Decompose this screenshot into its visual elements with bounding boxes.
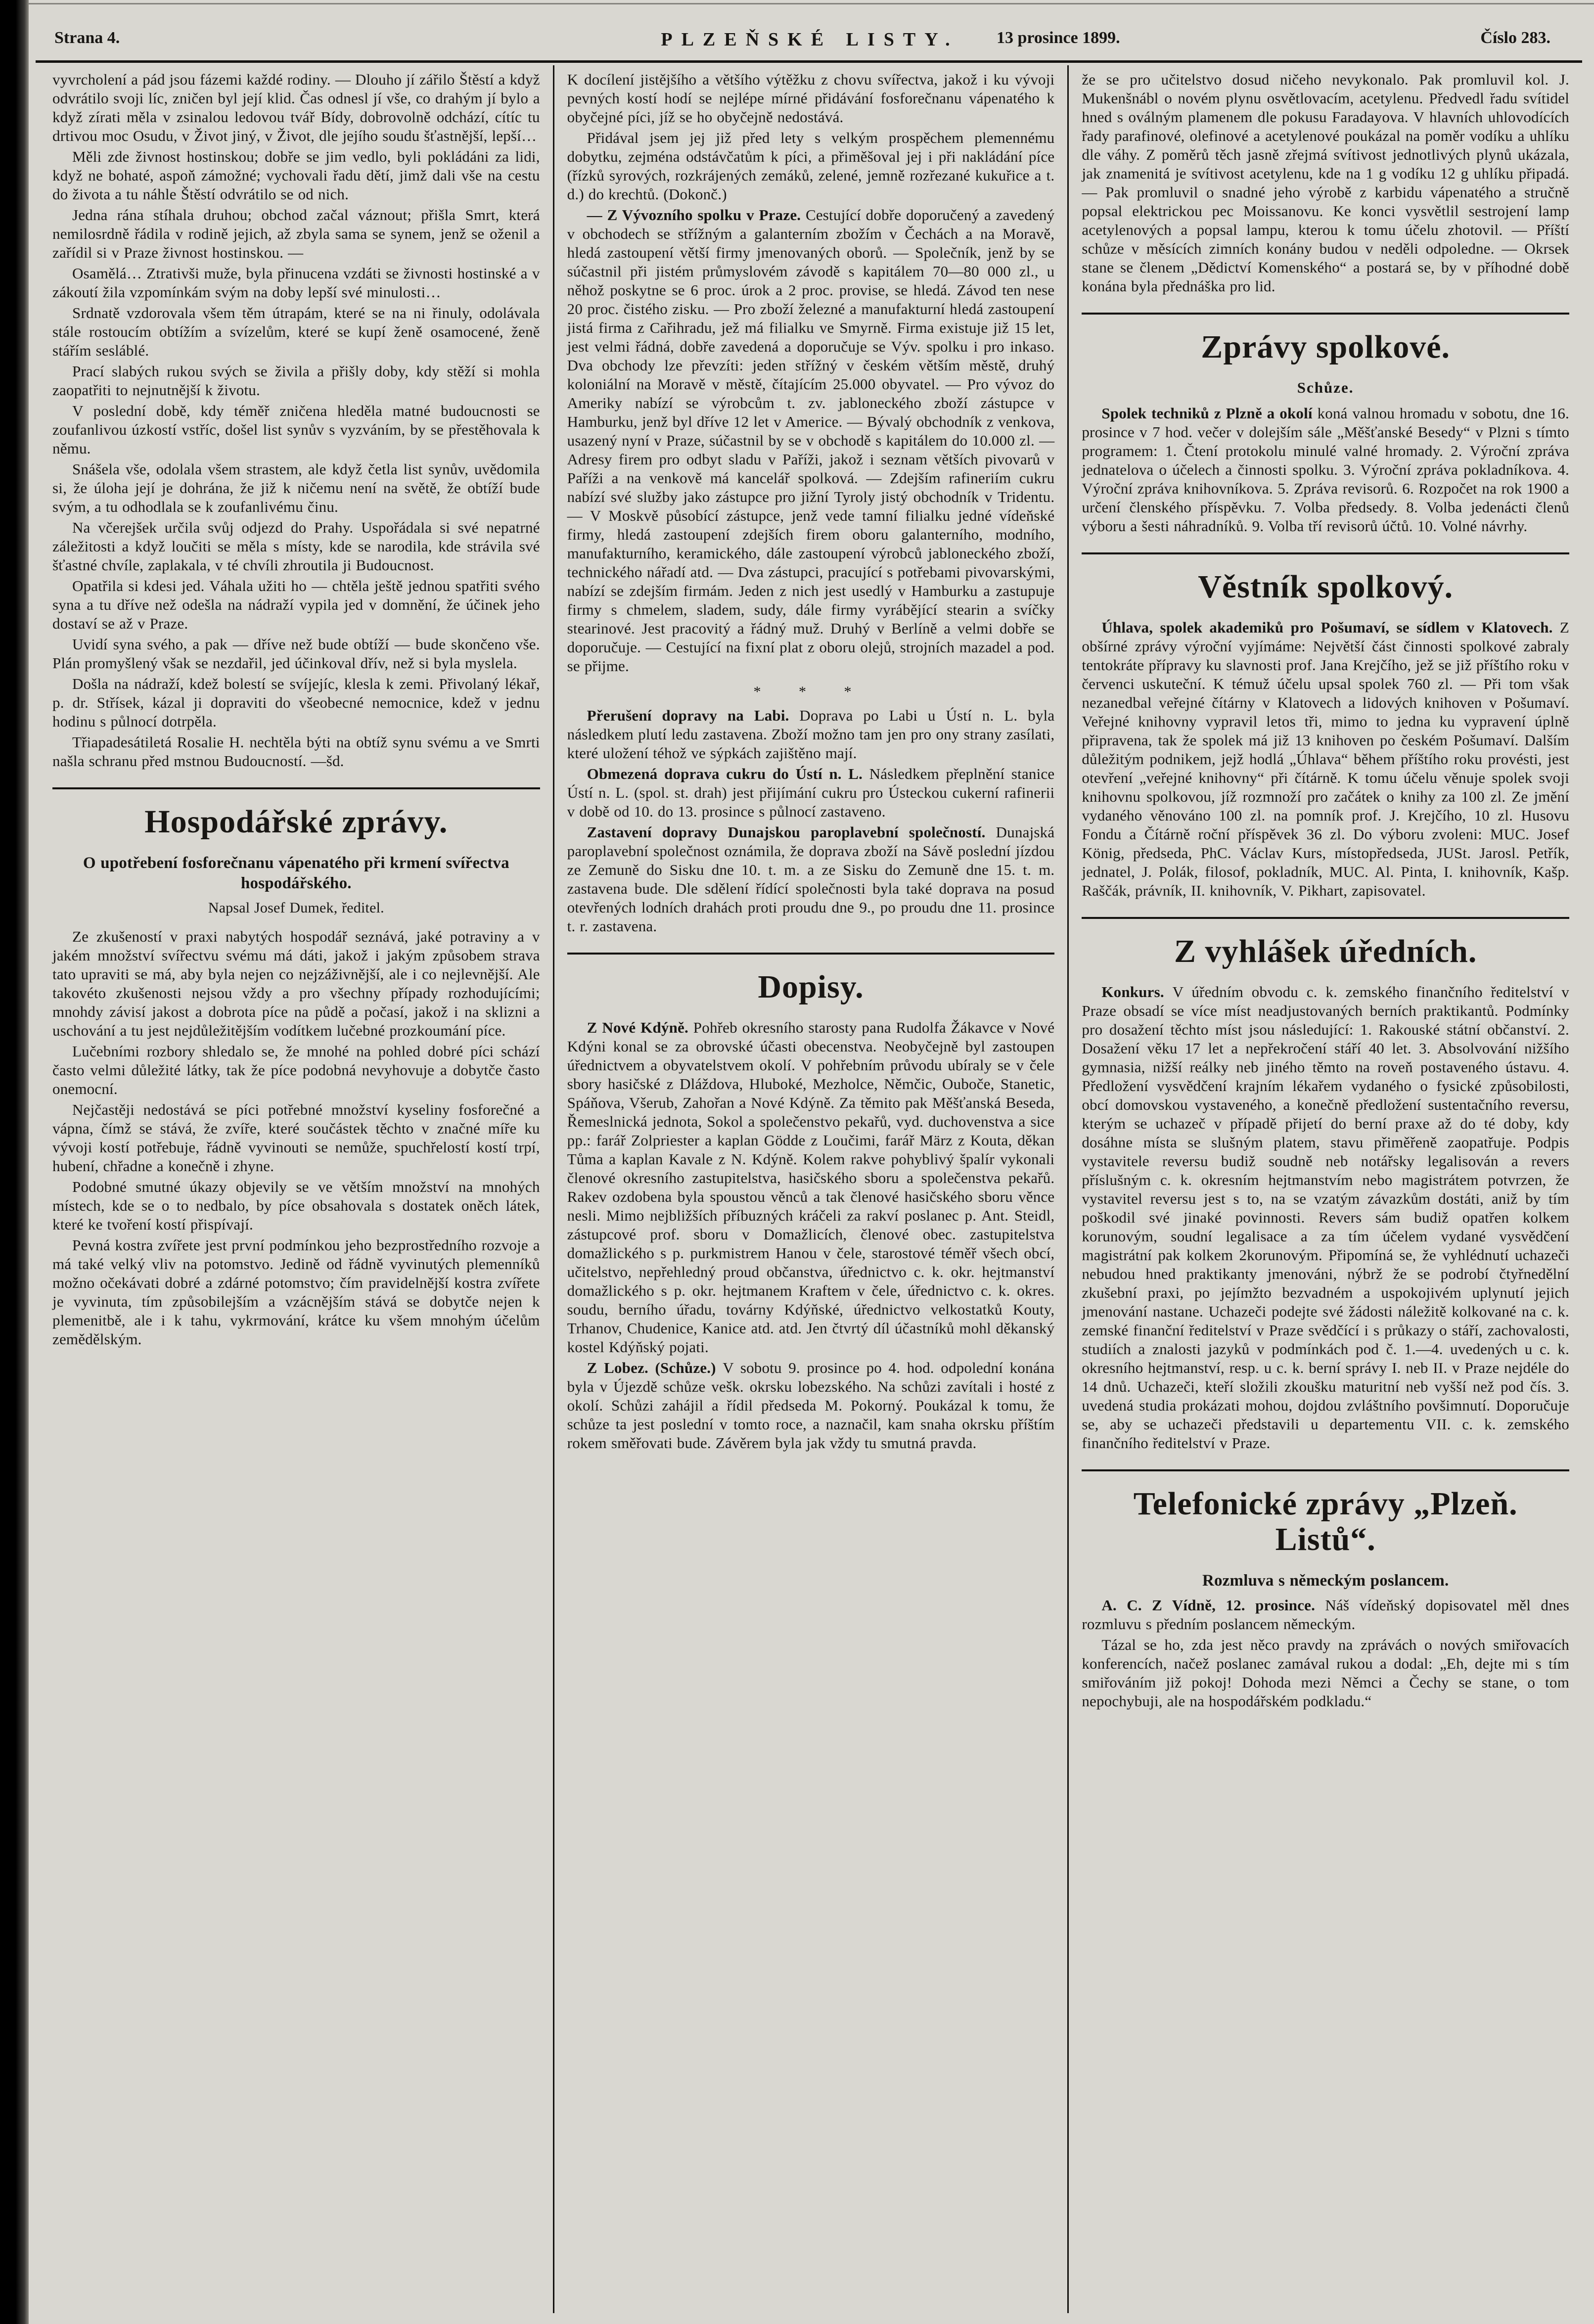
section-heading-telefonicke-zpravy: Telefonické zprávy „Plzeň. Listů“.: [1133, 1485, 1518, 1558]
article-paragraph: Lučebními rozbory shledalo se, že mnohé na pohled dobré píci schází často velmi důležité látky, tak že píce podobná nevyhovuje a dobytče často onemocní.: [52, 1043, 540, 1098]
binding-shadow: [0, 0, 29, 2324]
story-paragraph: Uvidí syna svého, a pak — dříve než bude obtíží — bude skončeno vše. Plán promyšlený však se nezdařil, jed účinkoval dřív, než si byla myslela.: [52, 636, 540, 672]
story-paragraph: V poslední době, kdy téměř zničena hleděla matné budoucnosti se zoufanlivou úzkostí vstříc, došel list synův s vyzváním, by se přestěhovala k němu.: [52, 402, 540, 457]
column-2: [553, 65, 1068, 2313]
article-paragraph: Pevná kostra zvířete jest první podmínkou jeho bezprostředního rozvoje a má také velký vliv na potomstvo. Jedině od řádně vyvinutých plemenníků možno očekávati dobré a zdárné potomstvo; čím pravidelnější kostra zvířete je vyvinuta, tím způsobilejším a vzácnějším stává se dobytče nejen k plemenitbě, ale i k tahu, vykrmování, krátce ku všem mnohým účelům zemědělským.: [52, 1236, 540, 1348]
divider-rule: [1082, 1469, 1569, 1471]
section-heading-z-vyhlasek-urednich: Z vyhlášek úředních.: [1174, 933, 1477, 969]
club-notice: Úhlava, spolek akademiků pro Pošumaví, se sídlem v Klatovech. Z obšírné zprávy výroční vyjímáme: Největší část činnosti spolkové zabraly tentokráte přípravy ku slavnosti prof. Jana Krejčího, jež se již příštího roku v červenci uskuteční. K témuž účelu upsal spolek 760 zl. — Při tom však nezanedbal veřejné čítárny v Klatovech a lidových knihoven v Pošumaví. Veřejné knihovny vypravil letos tři, mimo to jedna ku vypravení úplně připravena, tak že spolek má již 13 knihoven po českém Pošumaví. Dalším důležitým podnikem, jejž hodlá „Úhlava“ během příštího roku provésti, jest otevření „veřejné knihovny“ při čítárně. K tomu účelu věnuje spolek svoji knihovnu spolkovou, jíž rozmnoží pro začátek o knihy za 100 zl. Ze jmění vydaného věnováno 100 zl. na pomník prof. J. Krejčího, 10 zl. Husovu Fondu a Čítárně roční příspěvek 36 zl. Do výboru zvoleni: MUC. Josef König, předseda, PhC. Václav Kurs, místopředseda, JUSt. Jarosl. Petřík, jednatel, J. Polák, filosof, pokladník, MUC. Al. Pinta, I. knihovník, Kašp. Raščák, právník, II. knihovník, V. Pikhart, zapisovatel.: [1082, 618, 1570, 899]
story-paragraph: Opatřila si kdesi jed. Váhala užiti ho — chtěla ještě jednou spatřiti svého syna a tu dříve než odešla na nádraží vypila jed v domnění, že účinek jeho dostaví se až v Praze.: [52, 577, 540, 632]
letter-item: Z Nové Kdýně. Pohřeb okresního starosty pana Rudolfa Žákavce v Nové Kdýni konal se za obrovské účasti obecenstva. Neobyčejně byl zastoupen úřednictvem a obyvatelstvem okolí. V pohřebním průvodu ubíraly se v čele sbory hasičské z Dláždova, Hluboké, Mezholce, Němčic, Ouboče, Stanetic, Spáňova, Všerub, Zahořan a Nové Kdýně. Za těmito pak Měšťanská Beseda, Řemeslnická jednota, Sokol a společenstvo pekařů, vyd. duchovenstva a sice pp.: farář Zolpriester a kaplan Gödde z Loučimi, farář März z Kouta, děkan Tůma a kaplan Kavale z N. Kdýně. Kolem rakve pohyblivý špalír vykonali členové okresního zastupitelstva, hasičského sboru a společenstva pekařů. Rakev ozdobena byla spoustou věnců a tak členové hasičského sboru věnce nesli. Mimo nejbližších příbuzných kráčeli za rakví poslanec p. Ant. Steidl, zástupcové prof. sboru v Domažlicích, členové obec. zastupitelstva domažlického s p. purkmistrem Hanou v čele, starostové téměř všech obcí, učitelstvo, nepřehledný proud občanstva, úřednictvo c. k. okr. hejtmanství domažlického s p. okr. hejtmanem Kraftem v čele, úřednictvo c. k. okres. soudu, berního úřadu, továrny Kdýňské, úřednictvo velkostatků Kouty, Trhanov, Chudenice, Kanice atd. atd. Jen čtvrtý díl účastníků mohl děkanský kostel Kdýňský pojati.: [567, 1018, 1055, 1356]
telegram-item: Tázal se ho, zda jest něco pravdy na zprávách o nových smiřovacích konferencích, načež poslanec zamával rukou a dodal: „Eh, dejte mi s tím smiřováním již pokoj! Dohoda mezi Němci a Čechy se stane, o tom nepochybuji, ale na hospodářském podkladu.“: [1082, 1636, 1570, 1710]
letter-item: Z Lobez. (Schůze.) V sobotu 9. prosince po 4. hod. odpolední konána byla v Újezdě schůze vešk. okrsku lobezského. Na schůzi zavítali i hosté z okolí. Schůzi zahájil a řídil předseda M. Pokorný. Poukázal k tomu, že schůze ta jest poslední v tomto roce, a naznačil, kam snaha okrsku příštím rokem směřovati bude. Závěrem byla jak vždy tu smutná pravda.: [567, 1359, 1055, 1452]
news-item: — Z Vývozního spolku v Praze. Cestující dobře doporučený a zavedený v obchodech se střížným a galanterním zbožím v Čechách a na Moravě, hledá zastoupení větší firmy jmenovaných oborů. — Společník, jenž by se súčastnil při jistém průmyslovém závodě s kapitálem 70—80 000 zl., u něhož poskytne se 6 proc. úrok a 2 proc. provise, se hledá. Závod ten nese 20 proc. čistého zisku. — Pro zboží železné a manufakturní hledá zastoupení jistá firma z Cařihradu, jež má filialku ve Smyrně. Firma existuje již 15 let, jest velmi řádná, dobře zavedená a doporučuje se Výv. spolku i pro inkaso. Dva obchody lze převzíti: jeden střížný v českém větším městě, druhý koloniální na Moravě v městě, čítajícím 25.000 obyvatel. — Pro vývoz do Ameriky nabízí se výrobcům t. zv. jabloneckého zboží zástupce v Hamburku, jenž byl dříve 12 let v Americe. — Bývalý obchodník z venkova, usazený nyní v Praze, súčastnil by se v obchodě s kapitálem do 10.000 zl. — Adresy firem pro odbyt sladu v Paříži, jakož i seznam větších pivovarů v Paříži a na venkově má kancelář spolková. — Zdejším rafineriím cukru nabízí své služby jako zástupce pro jižní Tyroly jistý obchodník v Tridentu. — V Moskvě působící zástupce, jenž vede tamní filialku jedné vídeňské firmy, hledá zastoupení zdejších firem oboru galanterního, modního, manufakturního, keramického, dále zastoupení výrobců jabloneckého zboží, technického nářadí atd. — Dva zástupci, pracující s potřebami pivovarskými, nabízí se zdejším firmám. Jeden z nich jest usedlý v Hamburku a zastupuje firmy s chmelem, sladem, sudy, dále firmy vyrábějící stearin a svíčky stearinové. Jest pracovitý a řádný muž. Druhý v Berlíně a velmi dobře se doporučuje. — Cestující na fixní plat z oboru olejů, strojních mazadel a pod. se přijme.: [567, 206, 1055, 675]
article-paragraph: K docílení jistějšího a většího výtěžku z chovu svířectva, jakož i ku vývoji pevných kostí hodí se nejlépe mírné přidávání fosforečnanu vápenatého k obyčejné píci, jíž se ho obyčejně nedostává.: [567, 71, 1055, 126]
story-paragraph: Měli zde živnost hostinskou; dobře se jim vedlo, byli pokládáni za lidi, když ne bohaté, aspoň zámožné; vychovali řadu dětí, jimž dali vše na cestu do života a tu náhle Štěstí odvrátilo se od nich.: [52, 148, 540, 203]
section-subheading: Schůze.: [1297, 378, 1354, 396]
story-paragraph: Na včerejšek určila svůj odjezd do Prahy. Uspořádala si své nepatrné záležitosti a když loučiti se měla s místy, kde se narodila, kde strávila své šťastné chvíle, zaplakala, v té chvíli zhroutila ji Budoucnost.: [52, 519, 540, 574]
article-paragraph: Nejčastěji nedostává se píci potřebné množství kyseliny fosforečné a vápna, čímž se stává, že zvíře, které součástek těchto v značné míře ku vývoji kostí potřebuje, řádně vyvinouti se nemůže, spuchřelostí kostí trpí, hubení, chřadne a konečně i zhyne.: [52, 1101, 540, 1175]
section-heading-dopisy: Dopisy.: [758, 969, 864, 1005]
article-paragraph: Ze zkušeností v praxi nabytých hospodář seznává, jaké potraviny a v jakém množství svířectvu svému má dáti, jakož i jakým způsobem strava tato upraviti se má, aby byla nejen co nejzáživnější, ale i co nejlevnější. Ale takovéto zkušenosti nejsou vždy a pro všechny případy rozhodujícími; mnohdy závisí jakost a dobrota píce na půdě a počasí, jakož i na sklizni a uschování a tu jest nejdůležitějším vodítkem lučebné prozkoumání píce.: [52, 928, 540, 1040]
story-paragraph: Osamělá… Ztrativši muže, byla přinucena vzdáti se živnosti hostinské a v zákoutí žila vzpomínkám svým na doby lepší své minulosti…: [52, 265, 540, 301]
story-paragraph: Srdnatě vzdorovala všem těm útrapám, které se na ni řinuly, odolávala stále rostoucím obtížím a svízelům, které se kupí ženě osamocené, ženě stářím sesláblé.: [52, 304, 540, 359]
column-1: [40, 65, 553, 2313]
club-notice: Spolek techniků z Plzně a okolí koná valnou hromadu v sobotu, dne 16. prosince v 7 hod. večer v dolejším sále „Měšťanské Besedy“ v Plzni s tímto programem: 1. Čtení protokolu minulé valné hromady. 2. Výroční zpráva jednatelova o účelech a činnosti spolku. 3. Výroční zpráva pokladníkova. 4. Výroční zpráva knihovníkova. 5. Zpráva revisorů. 6. Rozpočet na rok 1900 a určení členského příspěvku. 7. Volba předsedy. 8. Volba jedenácti členů výboru a šesti náhradníků. 9. Volba tří revisorů účtů. 10. Volné návrhy.: [1082, 405, 1570, 535]
article-paragraph: že se pro učitelstvo dosud ničeho nevykonalo. Pak promluvil kol. J. Mukenšnábl o novém plynu osvětlovacím, acetylenu. Předvedl řadu svítidel hned s oválným plamenem dle pokusu Faradayova. V hlavních uhlovodících řady parafinové, olefinové a acetylenové poukázal na poměr vodíku a uhlíku dle váhy. Z poměrů těch jasně zřejmá svítivost jednotlivých plynů ukázala, jak znamenitá je svítivost acetylenu, kde na 1 g vodíku 12 g uhlíku připadá. — Pak promluvil o snadné jeho výrobě z karbidu vápenatého a stručně popsal elektrickou pec Moissanovu. Ke konci vysvětlil sestrojení lamp acetylenových a popsal lampu, kterou k tomu účelu zhotovil. — Příští schůze v měsících zimních konány budou v neděli odpoledne. — Okrsek stane se členem „Dědictví Komenského“ a postará se, by v příhodné době konána byla přednáška pro lid.: [1082, 71, 1570, 295]
official-notice: Konkurs. V úředním obvodu c. k. zemského finančního ředitelství v Praze obsadí se více míst neadjustovaných berních praktikantů. Podmínky pro dosažení těchto míst jsou následující: 1. Rakouské státní občanství. 2. Dosažení věku 17 let a nepřekročení stáří 40 let. 3. Absolvování nižšího gymnasia, nižší reálky neb jiného těmto na roveň postaveného ústavu. 4. Předložení vysvědčení krajním lékařem vydaného o fysické způsobilosti, obcí domovskou vystaveného, a konečně předložení sustentačního reversu, kterým se uchazeč v případě přijetí do berní praxe až do té doby, kdy dosáhne místa se slušným platem, stavu přiměřeně zaopatřuje. Podpis vystavitele reversu budiž soudně neb notářsky legalisován a revers příslušným c. k. okresním hejtmanstvím nebo magistrátem potvrzen, že vystavitel reversu jest s to, na se vzatým závazkům dostáti, aniž by tím poškodil své jinaké povinnosti. Revers sám budiž opatřen kolkem korunovým, soudní legalisace a za tím účelem vydané vysvědčení magistrátní pak kolkem 2korunovým. Připomíná se, že vyhlédnutí uchazeči nebudou hned praktikanty jmenováni, nýbrž že se podrobí čtyřnedělní zkušební praxi, po jejímžto bezvadném a uspokojivém uplynutí jejich jmenování nastane. Uchazeči podejte své žádosti náležitě kolkované na c. k. zemské finanční ředitelství v Praze svědčící i s průkazy o stáří, zachovalosti, studiích a znalosti jazyků v podmínkách pod č. 1.—4. uvedených u c. k. okresního hejtmanství, resp. u c. k. berní správy I. neb II. v Praze nejdéle do 14 dnů. Uchazeči, kteří složili zkoušku maturitní neb vyšší než pod čís. 3. uvedená studia prokázati mohou, dojdou zvláštního povšimnutí. Doporučuje se, aby se uchazeči představili u departementu VII. c. k. zemského finančního ředitelství v Praze.: [1082, 983, 1570, 1452]
story-paragraph: vyvrcholení a pád jsou fázemi každé rodiny. — Dlouho jí zářilo Štěstí a když odvrátilo svoji líc, zničen byl její klid. Čas odnesl jí vše, co drahým jí bylo a když zírati měla v zsinalou ledovou tvář Bídy, dobrovolně odchází, cítíc tu drtivou moc Osudu, v Život jiný, v Život, dle jejího soudu šťastnější, lepší…: [52, 71, 540, 144]
article-paragraph: Podobné smutné úkazy objevily se ve větším množství na mnohých místech, kde se o to nedbalo, by píce obsahovala s dostatek oněch látek, které ke tvoření kostí přispívají.: [52, 1178, 540, 1233]
page-number: Strana 4.: [54, 29, 120, 47]
telegram-subheading: Rozmluva s německým poslancem.: [1202, 1571, 1449, 1590]
section-heading-hospodarske-zpravy: Hospodářské zprávy.: [144, 804, 448, 840]
story-paragraph: Třiapadesátiletá Rosalie H. nechtěla býti na obtíž synu svému a ve Smrti našla schranu před mstnou Budoucností. —šd.: [52, 733, 540, 770]
story-paragraph: Snášela vše, odolala všem strastem, ale když četla list synův, uvědomila si, že úloha její je dohrána, že již k ničemu není na světě, že obtíží bude svým, a tu odhodlala se k zoufanlivému činu.: [52, 460, 540, 515]
issue-date: 13 prosince 1899.: [997, 29, 1120, 47]
article-subheading: O upotřebení fosforečnanu vápenatého při krmení svířectva hospodářského.: [83, 854, 509, 892]
telegram-item: A. C. Z Vídně, 12. prosince. Náš vídeňský dopisovatel měl dnes rozmluvu s předním poslancem německým.: [1082, 1596, 1570, 1633]
section-heading-zpravy-spolkove: Zprávy spolkové.: [1201, 329, 1451, 365]
divider-rule: [52, 787, 540, 789]
news-item: Zastavení dopravy Dunajskou paroplavební společností. Dunajská paroplavební společnost oznámila, že doprava zboží na Sávě poslední jízdou ze Zemuně do Sisku dne 10. t. m. a ze Sisku do Zemuně dne 15. t. m. zastavena bude. Dle sdělení řídící společnosti byla také doprava na posud otevřených lodních drahách proti proudu dne 9., po proudu dne 11. prosince t. r. zastavena.: [567, 823, 1055, 935]
section-heading-vestnik-spolkovy: Věstník spolkový.: [1198, 569, 1454, 605]
article-paragraph: Přidával jsem jej již před lety s velkým prospěchem plemennému dobytku, zejména odstávčatům k píci, a přiměšoval jej i při nakládání píce (řízků syrových, rozkrájených zemáků, zelené, jemně rozřezané kukuřice a t. d.) do krechtů. (Dokonč.): [567, 129, 1055, 203]
article-byline: Napsal Josef Dumek, ředitel.: [208, 900, 384, 916]
masthead: [40, 29, 1580, 56]
newspaper-title: PLZEŇSKÉ LISTY.: [661, 29, 959, 50]
section-separator: * * *: [753, 684, 868, 700]
divider-rule: [1082, 313, 1569, 315]
story-paragraph: Prací slabých rukou svých se živila a přišly doby, kdy stěží si mohla zaopatřiti to nejnutnější k životu.: [52, 363, 540, 399]
column-3: [1067, 65, 1582, 2313]
page-top-edge: [29, 3, 1594, 4]
story-paragraph: Došla na nádraží, kdež bolestí se svíjejíc, klesla k zemi. Přivolaný lékař, p. dr. Střísek, kázal ji dopraviti do všeobecné nemocnice, kdež v jednu hodinu s půlnocí dotrpěla.: [52, 675, 540, 730]
divider-rule: [567, 953, 1055, 955]
divider-rule: [1082, 917, 1569, 919]
column-layout: [40, 65, 1582, 2313]
divider-rule: [1082, 552, 1569, 554]
masthead-rule: [36, 60, 1582, 63]
news-item: Obmezená doprava cukru do Ústí n. L. Následkem přeplnění stanice Ústí n. L. (spol. st. drah) jest přijímání cukru pro Ústeckou cukerní rafinerii v době od 10. do 13. prosince s půlnocí zastaveno.: [567, 765, 1055, 820]
issue-number: Číslo 283.: [1480, 29, 1550, 47]
news-item: Přerušení dopravy na Labi. Doprava po Labi u Ústí n. L. byla následkem plutí ledu zastavena. Zboží možno tam jen pro ony strany zasílati, které uložení téhož ve sýpkách zajištěno mají.: [567, 707, 1055, 762]
story-paragraph: Jedna rána stíhala druhou; obchod začal váznout; přišla Smrt, která nemilosrdně řádila v rodině jejich, až zbyla sama se synem, jenž se oženil a zařídil si v Praze živnost hostinskou. —: [52, 206, 540, 261]
